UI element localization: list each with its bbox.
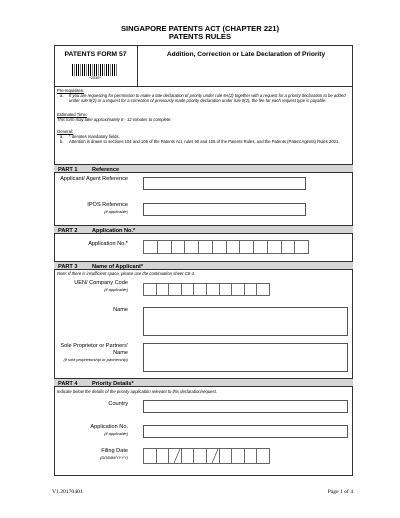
uen-sub: (if applicable): [104, 287, 128, 292]
general-item-b: Attention is drawn to sections 104 and 105 of the Patents Act, rules 90 and 105 of the Patents Rules, and the Patents (Patent Agents) Rules 2021.: [69, 139, 340, 144]
rules-title: PATENTS RULES: [168, 32, 232, 41]
part4-header: [54, 378, 353, 387]
uen-label: UEN/ Company Code (if applicable): [60, 280, 128, 292]
part2-title: Application No.*: [92, 227, 136, 234]
estimated-time-text: This form may take approximately 8 - 12 minutes to complete.: [57, 117, 172, 122]
prerequisites-marker: a.: [60, 93, 64, 98]
ipos-reference-label: IPOS Reference (if applicable): [60, 202, 128, 214]
part3-title: Name of Applicant*: [92, 263, 144, 270]
priority-app-no-label: Application No. (if applicable): [60, 424, 128, 436]
priority-app-no-sub: (if applicable): [104, 431, 128, 436]
general-heading: General:: [57, 129, 74, 134]
general-item-b-marker: b.: [60, 139, 64, 144]
part4-note: Indicate below the details of the priority application relevant to this declaration/request.: [57, 389, 217, 394]
sole-proprietor-input[interactable]: [143, 343, 348, 372]
prerequisites-heading: Pre-requisites:: [57, 88, 84, 93]
sole-proprietor-sub: (if sole proprietorship or partnership): [63, 357, 128, 362]
barcode-text: *2030*: [89, 76, 101, 80]
application-no-cells[interactable]: [143, 240, 309, 254]
part2-header: [54, 225, 353, 234]
part3-number: PART 3: [58, 263, 78, 270]
form-number: PATENTS FORM 57: [64, 51, 127, 58]
general-item-a: * denotes mandatory fields.: [69, 134, 120, 139]
sole-proprietor-label: Sole Proprietor or Partners' Name (if sole proprietorship or partnership): [60, 343, 128, 362]
application-no-label: Application No.*: [88, 241, 128, 247]
barcode-image: [72, 64, 118, 76]
form-title: Addition, Correction or Late Declaration of Priority: [166, 51, 326, 58]
act-title: SINGAPORE PATENTS ACT (CHAPTER 221): [120, 24, 280, 33]
filing-date-label: Filing Date (DD/MM/YYYY): [60, 448, 128, 460]
part4-number: PART 4: [58, 380, 78, 387]
ipos-reference-sub: (if applicable): [104, 209, 128, 214]
filing-date-sub: (DD/MM/YYYY): [100, 455, 128, 460]
country-label: Country: [108, 401, 128, 407]
applicant-reference-label: Applicant/ Agent Reference: [60, 176, 128, 182]
name-label: Name: [113, 307, 128, 313]
part3-header: [54, 261, 353, 270]
part2-number: PART 2: [58, 227, 78, 234]
applicant-reference-input[interactable]: [143, 177, 306, 190]
part1-title: Reference: [92, 166, 120, 173]
name-input[interactable]: [143, 307, 348, 336]
header-rule: [54, 86, 353, 87]
ipos-reference-input[interactable]: [143, 203, 306, 216]
country-input[interactable]: [143, 400, 348, 413]
footer-page: Page 1 of 4: [327, 489, 353, 495]
header-divider: [137, 45, 138, 86]
part1-number: PART 1: [58, 166, 78, 173]
part3-note: Note: If there is insufficient space, please use the continuation sheet CS 4.: [57, 271, 196, 276]
general-item-a-marker: a.: [60, 134, 64, 139]
estimated-time-heading: Estimated Time:: [57, 112, 88, 117]
prerequisites-text: If you are requesting for permission to make a late declaration of priority under rule 9A(2) together with a request for a priority declaration to be added under rule 9(2) or a request for a correction of previously made priority declaration under rule 9(2), the fee for each request type is payable.: [69, 93, 346, 103]
priority-app-no-input[interactable]: [143, 425, 348, 438]
uen-cells[interactable]: [143, 283, 270, 296]
footer-version: V1.20170401: [52, 489, 83, 495]
filing-date-slashes: [143, 448, 270, 464]
part4-title: Priority Details*: [92, 380, 134, 387]
part1-header: [54, 164, 353, 173]
